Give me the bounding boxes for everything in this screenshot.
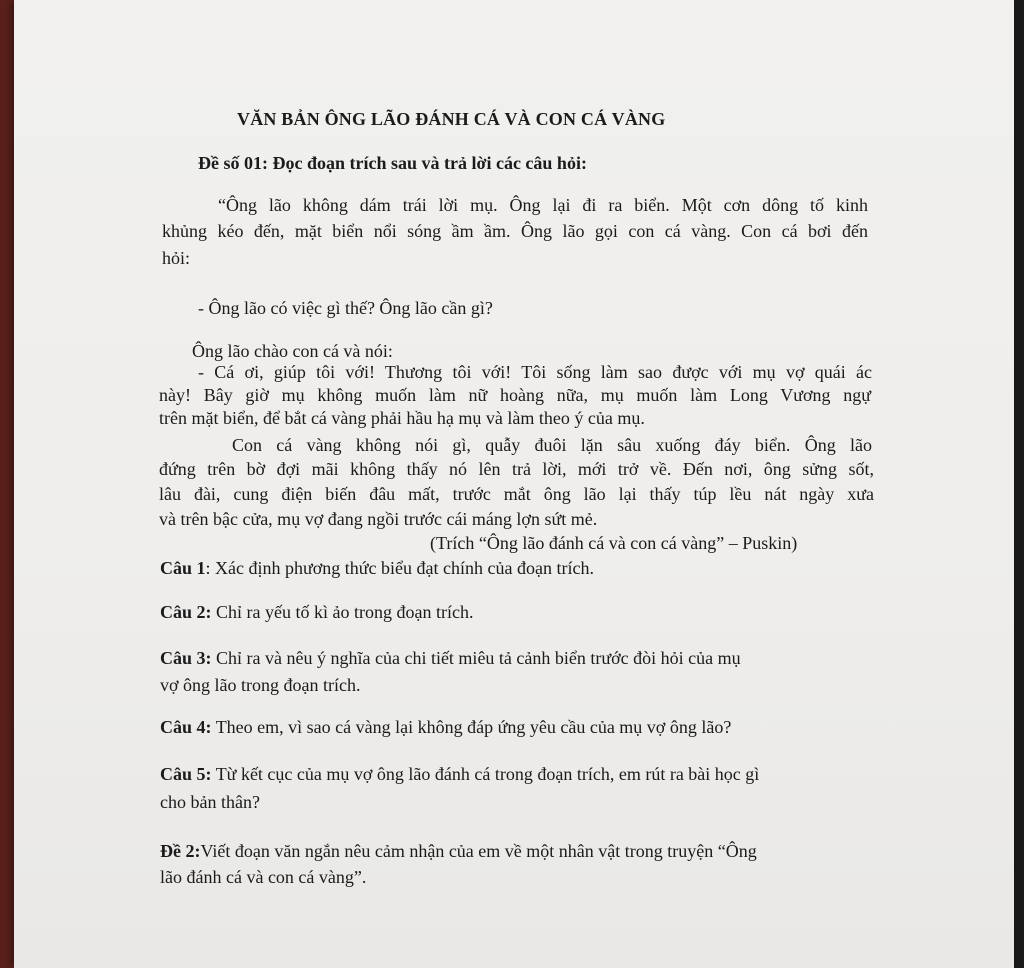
- question-text: Chỉ ra yếu tố kì ảo trong đoạn trích.: [211, 602, 474, 622]
- question-5-cont: cho bản thân?: [160, 792, 260, 812]
- exam2-label: Đề 2:: [160, 841, 201, 861]
- question-label: Câu 3:: [160, 648, 212, 668]
- question-1: [160, 557, 594, 579]
- question-text: Từ kết cục của mụ vợ ông lão đánh cá trong đoạn trích, em rút ra bài học gì: [211, 764, 760, 784]
- passage-line: và trên bậc cửa, mụ vợ đang ngồi trước cái máng lợn sứt mẻ.: [159, 509, 598, 529]
- passage-line: đứng trên bờ đợi mãi không thấy nó lên trả lời, mới trở về. Đến nơi, ông sửng sốt,: [159, 459, 874, 479]
- question-label: Câu 1: [160, 558, 206, 578]
- passage-line: Con cá vàng không nói gì, quẫy đuôi lặn sâu xuống đáy biển. Ông lão: [232, 435, 872, 455]
- question-text: : Xác định phương thức biểu đạt chính của đoạn trích.: [205, 558, 594, 578]
- passage-line: trên mặt biển, để bắt cá vàng phải hầu hạ mụ và làm theo ý của mụ.: [159, 408, 645, 428]
- exam1-heading: Đề số 01: Đọc đoạn trích sau và trả lời các câu hỏi:: [198, 153, 587, 173]
- passage-line: lâu đài, cung điện biến đâu mất, trước mắt ông lão lại thấy túp lều nát ngày xưa: [159, 484, 874, 504]
- question-label: Câu 5:: [160, 764, 212, 784]
- passage-line: Ông lão chào con cá và nói:: [192, 341, 393, 361]
- exam2-prompt: [160, 840, 757, 862]
- exam2-text: Viết đoạn văn ngắn nêu cảm nhận của em về một nhân vật trong truyện “Ông: [200, 841, 757, 861]
- passage-line: hỏi:: [162, 248, 191, 268]
- exam2-prompt-cont: lão đánh cá và con cá vàng”.: [160, 867, 367, 887]
- citation: (Trích “Ông lão đánh cá và con cá vàng” – Puskin): [430, 533, 798, 553]
- question-label: Câu 2:: [160, 602, 212, 622]
- passage-line: “Ông lão không dám trái lời mụ. Ông lại đi ra biển. Một cơn dông tố kinh: [218, 195, 868, 215]
- paper-sheet: [14, 0, 1014, 968]
- passage-line: - Cá ơi, giúp tôi với! Thương tôi với! Tôi sống làm sao được với mụ vợ quái ác: [198, 362, 872, 382]
- question-3-cont: vợ ông lão trong đoạn trích.: [160, 675, 361, 695]
- question-label: Câu 4:: [160, 717, 212, 737]
- question-5: [160, 763, 759, 785]
- question-3: [160, 647, 741, 669]
- question-text: Theo em, vì sao cá vàng lại không đáp ứng yêu cầu của mụ vợ ông lão?: [211, 717, 732, 737]
- document-title: VĂN BẢN ÔNG LÃO ĐÁNH CÁ VÀ CON CÁ VÀNG: [237, 109, 666, 129]
- passage-line: - Ông lão có việc gì thế? Ông lão cần gì?: [198, 298, 493, 318]
- passage-line: này! Bây giờ mụ không muốn làm nữ hoàng nữa, mụ muốn làm Long Vương ngự: [159, 385, 871, 405]
- question-4: [160, 716, 731, 738]
- question-2: [160, 601, 473, 623]
- question-text: Chỉ ra và nêu ý nghĩa của chi tiết miêu tả cảnh biển trước đòi hỏi của mụ: [211, 648, 741, 668]
- passage-line: khủng kéo đến, mặt biển nổi sóng ầm ầm. Ông lão gọi con cá vàng. Con cá bơi đến: [162, 221, 868, 241]
